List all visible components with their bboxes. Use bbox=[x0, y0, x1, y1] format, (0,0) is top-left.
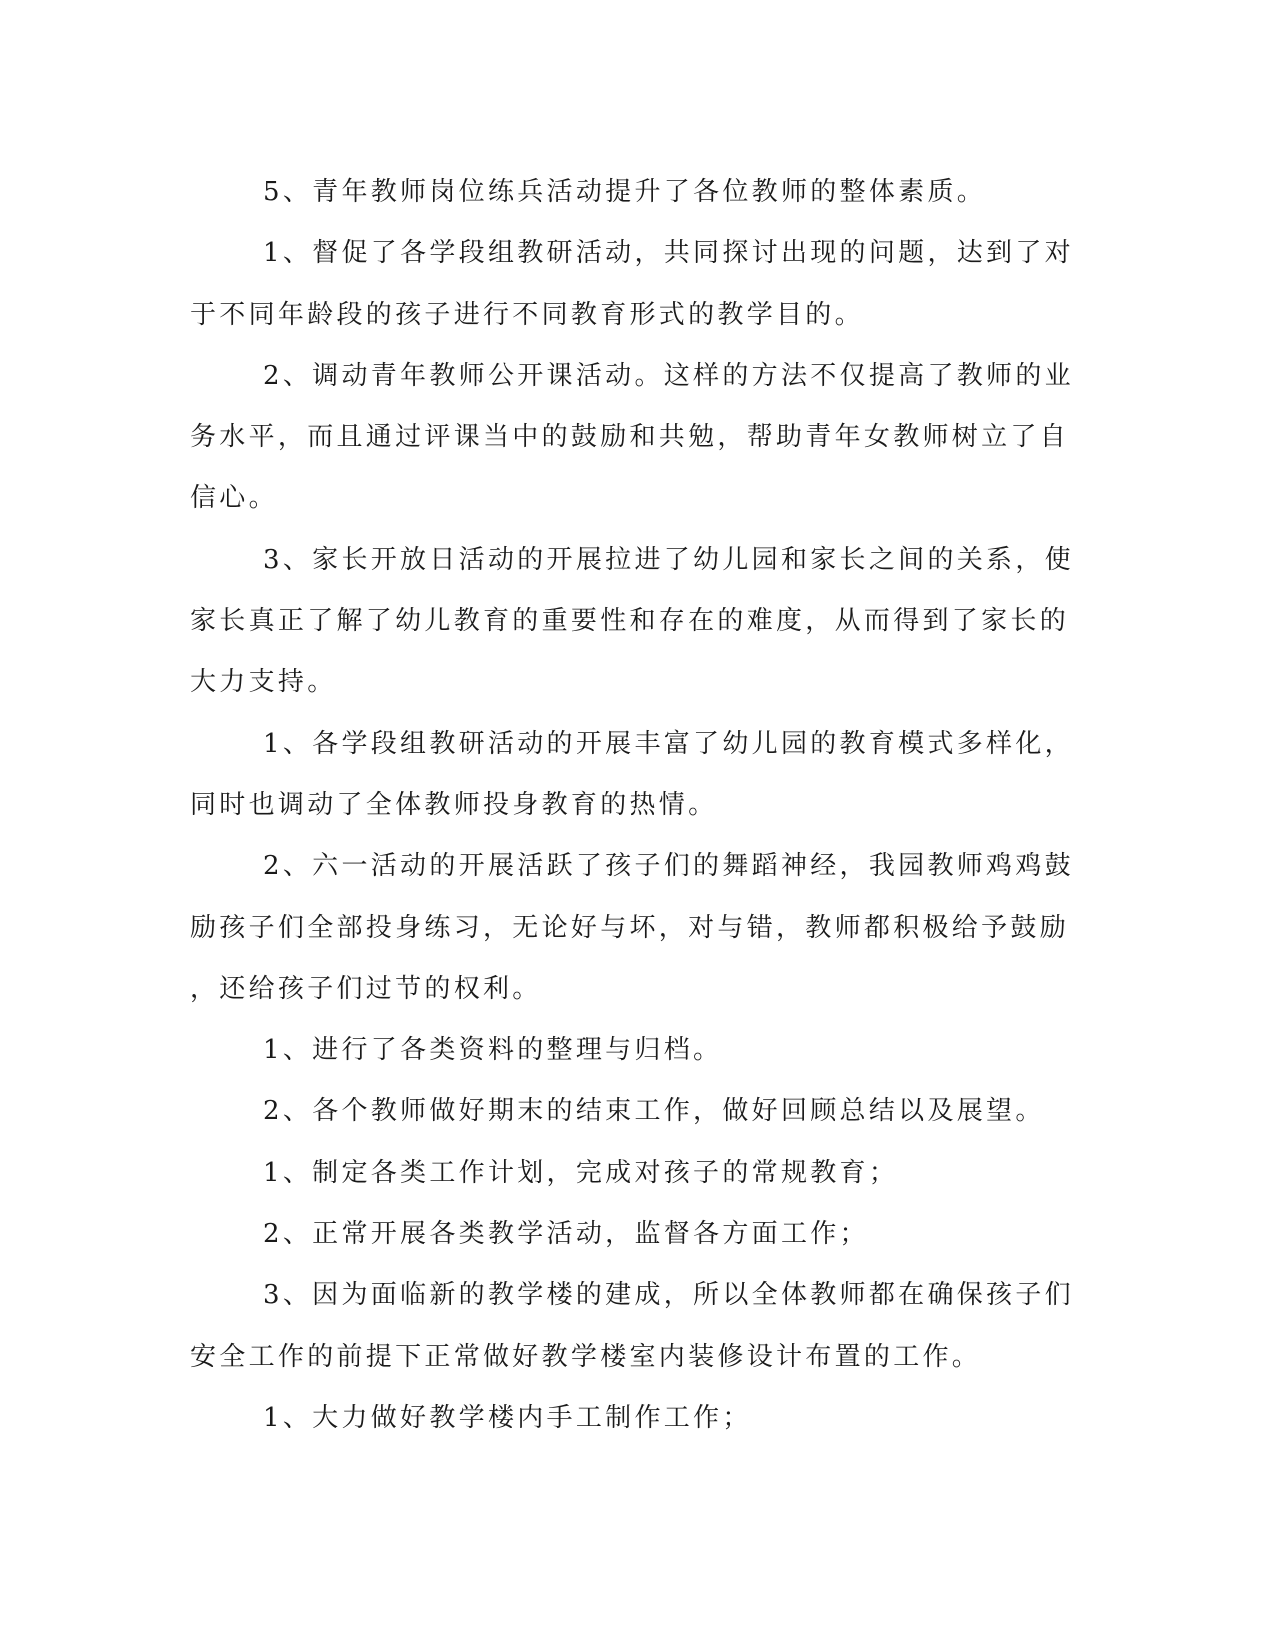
text-line: 同时也调动了全体教师投身教育的热情。 bbox=[190, 789, 718, 820]
text-line: 2、调动青年教师公开课活动。这样的方法不仅提高了教师的业 bbox=[263, 360, 1074, 391]
text-line: 大力支持。 bbox=[190, 667, 337, 698]
text-line: 1、大力做好教学楼内手工制作工作； bbox=[263, 1402, 752, 1433]
text-line: 励孩子们全部投身练习，无论好与坏，对与错，教师都积极给予鼓励 bbox=[190, 912, 1070, 943]
text-line: 1、督促了各学段组教研活动，共同探讨出现的问题，达到了对 bbox=[263, 238, 1074, 269]
text-line: 2、正常开展各类教学活动，监督各方面工作； bbox=[263, 1219, 869, 1250]
text-line: 家长真正了解了幼儿教育的重要性和存在的难度，从而得到了家长的 bbox=[190, 606, 1070, 637]
text-line: 2、各个教师做好期末的结束工作，做好回顾总结以及展望。 bbox=[263, 1096, 1045, 1127]
text-line: 3、因为面临新的教学楼的建成，所以全体教师都在确保孩子们 bbox=[263, 1280, 1074, 1311]
text-line: 务水平，而且通过评课当中的鼓励和共勉，帮助青年女教师树立了自 bbox=[190, 422, 1070, 453]
text-line: 1、制定各类工作计划，完成对孩子的常规教育； bbox=[263, 1157, 899, 1188]
text-line: 于不同年龄段的孩子进行不同教育形式的教学目的。 bbox=[190, 299, 864, 330]
text-line: ，还给孩子们过节的权利。 bbox=[190, 973, 542, 1004]
text-line: 3、家长开放日活动的开展拉进了幼儿园和家长之间的关系，使 bbox=[263, 544, 1074, 575]
text-line: 信心。 bbox=[190, 483, 278, 514]
text-line: 2、六一活动的开展活跃了孩子们的舞蹈神经，我园教师鸡鸡鼓 bbox=[263, 851, 1074, 882]
text-line: 5、青年教师岗位练兵活动提升了各位教师的整体素质。 bbox=[263, 177, 987, 207]
document-body bbox=[190, 162, 1074, 1449]
text-line: 1、各学段组教研活动的开展丰富了幼儿园的教育模式多样化， bbox=[263, 728, 1074, 759]
text-line: 安全工作的前提下正常做好教学楼室内装修设计布置的工作。 bbox=[190, 1341, 982, 1372]
text-line: 1、进行了各类资料的整理与归档。 bbox=[263, 1035, 723, 1066]
